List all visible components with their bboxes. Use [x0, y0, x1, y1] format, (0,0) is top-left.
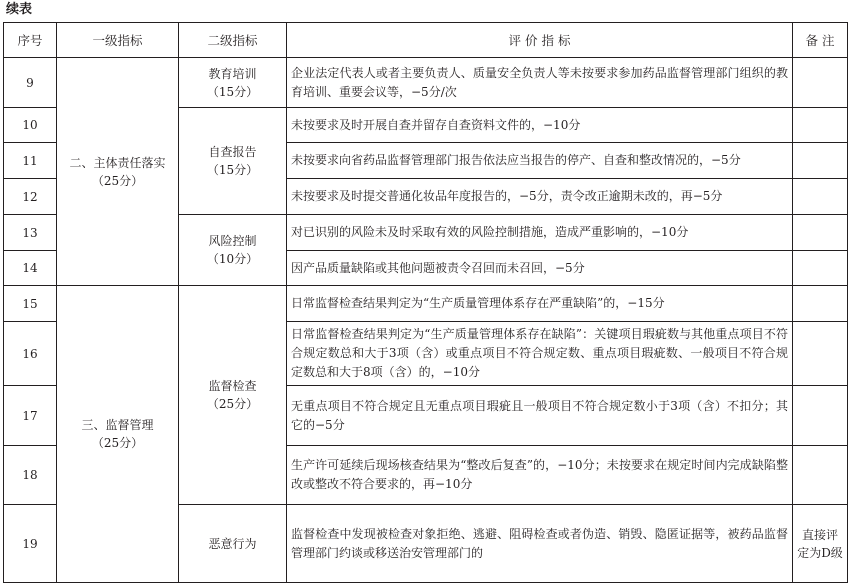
note-cell: [793, 179, 848, 215]
level2-name: 恶意行为: [208, 536, 257, 551]
header-level2: 二级指标: [179, 23, 287, 58]
level1-main-responsibility: [57, 58, 179, 286]
criteria-text: 日常监督检查结果判定为“生产质量管理体系存在缺陷”：关键项目瑕疵数与其他重点项目不符合规定数总和大于3项（含）或重点项目不符合规定数、重点项目瑕疵数、一般项目不符合规定数总和大于8项（含）的，−10分: [287, 322, 793, 386]
level2-self-check: [179, 108, 287, 215]
level2-risk-control: [179, 215, 287, 286]
evaluation-table: [3, 22, 848, 583]
note-cell: [793, 386, 848, 446]
criteria-text: 未按要求向省药品监督管理部门报告依法应当报告的停产、自查和整改情况的，−5分: [287, 143, 793, 179]
note-cell: [793, 215, 848, 251]
row-number: 14: [4, 251, 57, 286]
criteria-text: 监督检查中发现被检查对象拒绝、逃避、阻碍检查或者伪造、销毁、隐匿证据等，被药品监督管理部门约谈或移送治安管理部门的: [287, 505, 793, 583]
criteria-text: 日常监督检查结果判定为“生产质量管理体系存在严重缺陷”的，−15分: [287, 286, 793, 322]
level1-name: 二、主体责任落实: [69, 155, 166, 170]
row-number: 17: [4, 386, 57, 446]
level2-name: 自查报告: [208, 145, 257, 159]
header-no: 序号: [4, 23, 57, 58]
level2-malicious: [179, 505, 287, 583]
level2-score: （15分）: [206, 163, 259, 177]
header-note: 备 注: [793, 23, 848, 58]
level2-name: 监督检查: [208, 379, 257, 393]
level1-supervision: [57, 286, 179, 583]
row-number: 12: [4, 179, 57, 215]
level1-name: 三、监督管理: [81, 418, 154, 432]
level2-inspection: [179, 286, 287, 505]
header-row: [4, 23, 848, 58]
row-number: 16: [4, 322, 57, 386]
note-cell: [793, 143, 848, 179]
row-number: 9: [4, 58, 57, 108]
criteria-text: 因产品质量缺陷或其他问题被责令召回而未召回，−5分: [287, 251, 793, 286]
note-cell: [793, 108, 848, 143]
level2-name: 教育培训: [208, 66, 257, 81]
row-number: 15: [4, 286, 57, 322]
level2-training: [179, 58, 287, 108]
level2-name: 风险控制: [208, 234, 257, 248]
note-cell: [793, 322, 848, 386]
level1-score: （25分）: [91, 173, 144, 188]
level2-score: （10分）: [206, 252, 259, 266]
row-number: 18: [4, 446, 57, 505]
criteria-text: 未按要求及时提交普通化妆品年度报告的，−5分，责令改正逾期未改的，再−5分: [287, 179, 793, 215]
criteria-text: 未按要求及时开展自查并留存自查资料文件的，−10分: [287, 108, 793, 143]
criteria-text: 企业法定代表人或者主要负责人、质量安全负责人等未按要求参加药品监督管理部门组织的教育培训、重要会议等，−5分/次: [287, 58, 793, 108]
level1-score: （25分）: [91, 436, 144, 450]
criteria-text: 对已识别的风险未及时采取有效的风险控制措施，造成严重影响的，−10分: [287, 215, 793, 251]
header-level1: 一级指标: [57, 23, 179, 58]
row-number: 10: [4, 108, 57, 143]
note-cell: [793, 58, 848, 108]
criteria-text: 无重点项目不符合规定且无重点项目瑕疵且一般项目不符合规定数小于3项（含）不扣分；其它的−5分: [287, 386, 793, 446]
row-number: 19: [4, 505, 57, 583]
header-criteria: 评 价 指 标: [287, 23, 793, 58]
note-cell: 直接评定为D级: [793, 505, 848, 583]
note-cell: [793, 446, 848, 505]
note-cell: [793, 251, 848, 286]
note-cell: [793, 286, 848, 322]
table-row: [4, 286, 848, 322]
table-caption: 续表: [6, 2, 33, 17]
row-number: 13: [4, 215, 57, 251]
level2-score: （15分）: [206, 84, 259, 99]
row-number: 11: [4, 143, 57, 179]
criteria-text: 生产许可延续后现场核查结果为“整改后复查”的，−10分；未按要求在规定时间内完成缺陷整改或整改不符合要求的，再−10分: [287, 446, 793, 505]
level2-score: （25分）: [206, 397, 259, 411]
table-row: [4, 58, 848, 108]
